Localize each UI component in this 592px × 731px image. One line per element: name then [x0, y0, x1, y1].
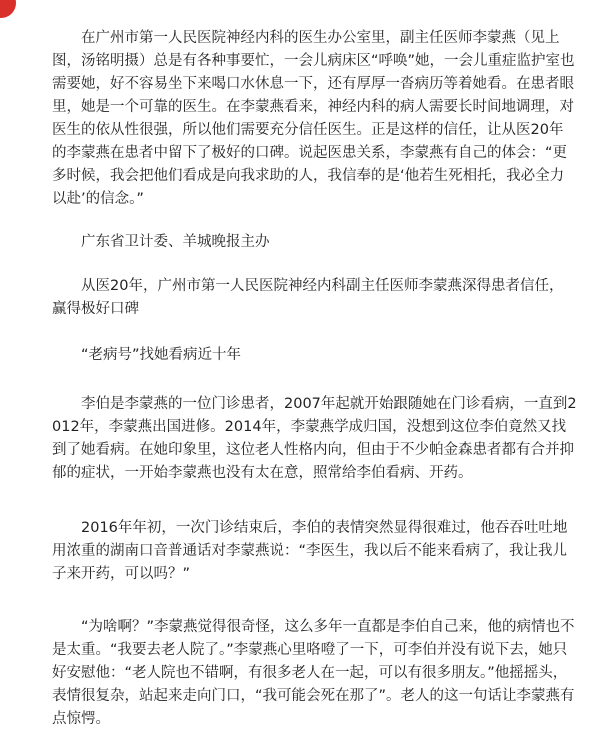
- paragraph-story-3: “为啥啊？”李蒙燕觉得很奇怪，这么多年一直都是李伯自己来，他的病情也不是太重。“我要去老人院了。”李蒙燕心里咯噔了一下，可李伯并没有说下去，她只好安慰他：“老人院也不错啊，有很多老人在一起，可以有很多朋友。”他摇摇头，表情很复杂，站起来走向门口，“我可能会死在那了”。老人的这一句话让李蒙燕有点惊愕。: [52, 619, 575, 727]
- paragraph-subtitle: 从医20年，广州市第一人民医院神经内科副主任医师李蒙燕深得患者信任，赢得极好口碑: [52, 278, 564, 317]
- corner-badge: [0, 0, 16, 18]
- paragraph-host: 广东省卫计委、羊城晚报主办: [52, 234, 270, 250]
- paragraph-heading: “老病号”找她看病近十年: [52, 347, 242, 363]
- paragraph-intro: 在广州市第一人民医院神经内科的医生办公室里，副主任医师李蒙燕（见上图，汤铭明摄）总是有各种事要忙，一会儿病床区“呼唤”她，一会儿重症监护室也需要她，好不容易坐下来喝口水休息一下，还有厚厚一沓病历等着她看。在患者眼里，她是一个可靠的医生。在李蒙燕看来，神经内科的病人需要长时间地调理，对医生的依从性很强，所以他们需要充分信任医生。正是这样的信任，让从医20年的李蒙燕在患者中留下了极好的口碑。说起医患关系，李蒙燕有自己的体会：“更多时候，我会把他们看成是向我求助的人，我信奉的是‘他若生死相托，我必全力以赴’的信念。”: [52, 30, 575, 207]
- paragraph-story-1: 李伯是李蒙燕的一位门诊患者，2007年起就开始跟随她在门诊看病，一直到2012年，李蒙燕出国进修。2014年，李蒙燕学成归国，没想到这位李伯竟然又找到了她看病。在她印象里，这位老人性格内向，但由于不少帕金森患者都有合并抑郁的症状，一开始李蒙燕也没有太在意，照常给李伯看病、开药。: [52, 396, 577, 481]
- paragraph-story-2: 2016年年初，一次门诊结束后，李伯的表情突然显得很难过，他吞吞吐吐地用浓重的湖南口音普通话对李蒙燕说：“李医生，我以后不能来看病了，我让我儿子来开药，可以吗？”: [52, 520, 568, 582]
